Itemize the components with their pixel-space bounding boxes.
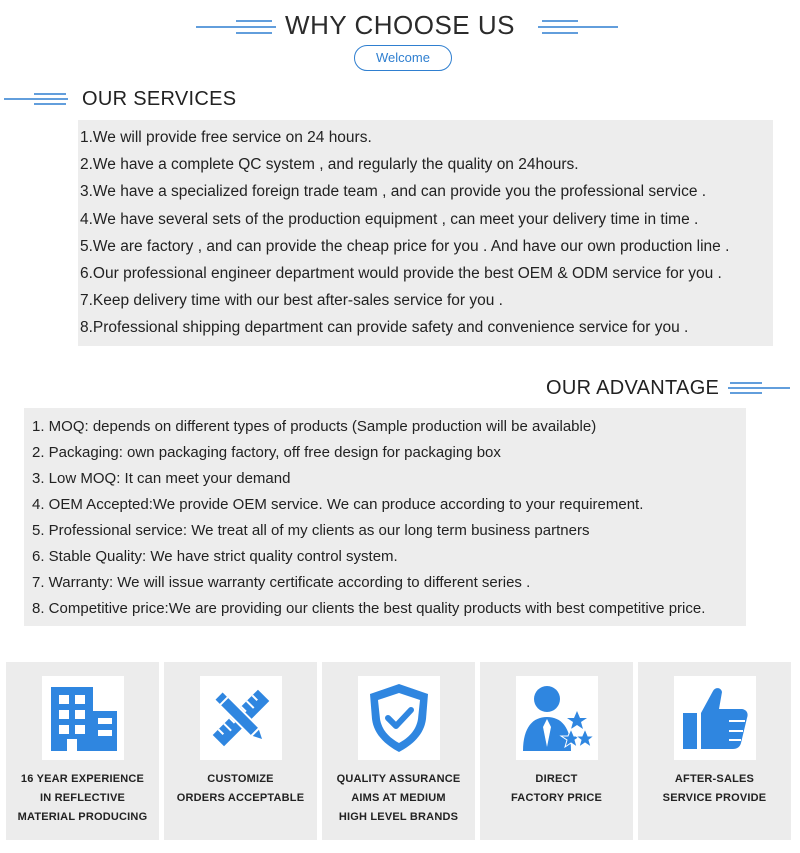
- ruler-pencil-icon: [203, 680, 279, 756]
- list-item: 7. Warranty: We will issue warranty certificate according to different series .: [32, 574, 531, 591]
- feature-icon-box: [200, 676, 282, 760]
- advantage-title: OUR ADVANTAGE: [546, 377, 720, 399]
- page-title: WHY CHOOSE US: [285, 10, 515, 40]
- welcome-badge: Welcome: [354, 45, 452, 71]
- feature-card-experience: [6, 662, 159, 840]
- list-item: 8.Professional shipping department can provide safety and convenience service for you .: [80, 319, 689, 337]
- services-title-decoration: [4, 91, 68, 107]
- list-item: 4.We have several sets of the production equipment , can meet your delivery time in time .: [80, 210, 699, 228]
- feature-card-after-sales: [638, 662, 791, 840]
- building-icon: [45, 683, 121, 753]
- services-list-box: [78, 120, 773, 346]
- feature-label: AFTER-SALES SERVICE PROVIDE: [662, 773, 767, 804]
- list-item: 2.We have a complete QC system , and regularly the quality on 24hours.: [80, 156, 579, 174]
- feature-label: CUSTOMIZE ORDERS ACCEPTABLE: [176, 773, 305, 804]
- shield-check-icon: [364, 681, 434, 755]
- feature-card-price: [480, 662, 633, 840]
- feature-icon-box: [516, 676, 598, 760]
- thumbs-up-icon: [679, 683, 751, 753]
- services-title: OUR SERVICES: [82, 88, 237, 110]
- feature-card-customize: [164, 662, 317, 840]
- list-item: 3. Low MOQ: It can meet your demand: [32, 470, 291, 487]
- services-list: [78, 120, 773, 342]
- title-decoration-right: [538, 18, 618, 36]
- advantage-list: [24, 408, 746, 622]
- feature-label: 16 YEAR EXPERIENCE IN REFLECTIVE MATERIAL PRODUCING: [17, 773, 148, 823]
- list-item: 2. Packaging: own packaging factory, off free design for packaging box: [32, 444, 501, 461]
- feature-icon-box: [42, 676, 124, 760]
- list-item: 3.We have a specialized foreign trade team , and can provide you the professional service .: [80, 183, 707, 201]
- feature-icon-box: [674, 676, 756, 760]
- feature-icon-box: [358, 676, 440, 760]
- feature-label: DIRECT FACTORY PRICE: [510, 773, 603, 804]
- list-item: 6. Stable Quality: We have strict quality control system.: [32, 548, 398, 565]
- list-item: 8. Competitive price:We are providing our clients the best quality products with best competitive price.: [32, 600, 706, 617]
- feature-label: QUALITY ASSURANCE AIMS AT MEDIUM HIGH LEVEL BRANDS: [336, 773, 461, 823]
- list-item: 5. Professional service: We treat all of my clients as our long term business partners: [32, 522, 590, 539]
- list-item: 1. MOQ: depends on different types of products (Sample production will be available): [32, 418, 597, 435]
- list-item: 6.Our professional engineer department would provide the best OEM & ODM service for you .: [80, 265, 722, 283]
- list-item: 4. OEM Accepted:We provide OEM service. We can produce according to your requirement.: [32, 496, 644, 513]
- advantage-title-decoration: [728, 380, 790, 396]
- list-item: 7.Keep delivery time with our best after-sales service for you .: [80, 292, 503, 310]
- list-item: 1.We will provide free service on 24 hours.: [80, 129, 372, 146]
- user-stars-icon: [519, 681, 595, 755]
- list-item: 5.We are factory , and can provide the cheap price for you . And have our own production line .: [80, 237, 730, 255]
- advantage-list-box: [24, 408, 746, 626]
- feature-card-quality: [322, 662, 475, 840]
